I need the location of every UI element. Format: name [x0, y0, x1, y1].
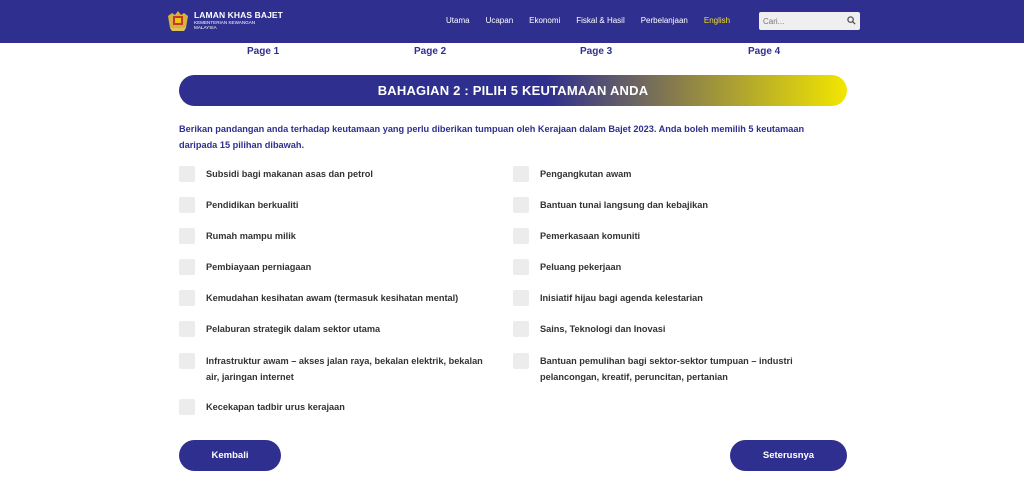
- option-bantuan-pemulihan[interactable]: [513, 354, 793, 385]
- nav-menu: [446, 16, 746, 25]
- checkbox[interactable]: [179, 228, 195, 244]
- government-crest-logo[interactable]: [166, 10, 190, 32]
- checkbox[interactable]: [513, 290, 529, 306]
- checkbox[interactable]: [513, 228, 529, 244]
- search-input[interactable]: [763, 14, 843, 28]
- option-bantuan-tunai[interactable]: [513, 198, 708, 214]
- checkbox[interactable]: [513, 166, 529, 182]
- search-box: [759, 12, 860, 30]
- option-label: Kecekapan tadbir urus kerajaan: [206, 402, 345, 412]
- option-pemerkasaan[interactable]: [513, 229, 640, 245]
- logo-title: LAMAN KHAS BAJET: [194, 10, 283, 20]
- nav-link-ucapan[interactable]: Ucapan: [485, 16, 514, 25]
- option-inisiatif-hijau[interactable]: [513, 291, 703, 307]
- intro-line-1: Berikan pandangan anda terhadap keutamaan yang perlu diberikan tumpuan oleh Kerajaan dalam Bajet 2023. Anda boleh memilih 5 keutamaan: [179, 124, 805, 134]
- option-label: Pengangkutan awam: [540, 169, 632, 179]
- intro-text: [179, 122, 847, 153]
- checkbox[interactable]: [179, 197, 195, 213]
- option-label: Pendidikan berkualiti: [206, 200, 299, 210]
- option-label: Inisiatif hijau bagi agenda kelestarian: [540, 293, 703, 303]
- option-tadbir-urus[interactable]: [179, 400, 345, 416]
- nav-link-ekonomi[interactable]: Ekonomi: [529, 16, 561, 25]
- logo-text[interactable]: [194, 11, 283, 30]
- checkbox[interactable]: [179, 321, 195, 337]
- language-switch-link[interactable]: English: [703, 16, 731, 25]
- page-tab-1[interactable]: Page 1: [247, 46, 280, 57]
- search-icon[interactable]: [847, 16, 856, 25]
- nav-link-fiskal-hasil[interactable]: Fiskal & Hasil: [576, 16, 625, 25]
- page-tab-3[interactable]: Page 3: [580, 46, 613, 57]
- option-pembiayaan[interactable]: [179, 260, 311, 276]
- top-navbar: [0, 0, 1024, 43]
- checkbox[interactable]: [513, 353, 529, 369]
- nav-link-perbelanjaan[interactable]: Perbelanjaan: [640, 16, 688, 25]
- checkbox[interactable]: [179, 353, 195, 369]
- section-title: BAHAGIAN 2 : PILIH 5 KEUTAMAAN ANDA: [377, 83, 649, 98]
- option-label: Pemerkasaan komuniti: [540, 231, 641, 241]
- option-infrastruktur[interactable]: [179, 354, 483, 385]
- option-subsidi[interactable]: [179, 167, 373, 183]
- logo-subtitle-ministry: KEMENTERIAN KEWANGAN: [194, 20, 256, 25]
- checkbox[interactable]: [179, 399, 195, 415]
- option-pendidikan[interactable]: [179, 198, 298, 214]
- option-label: Rumah mampu milik: [206, 231, 296, 241]
- page-tab-4[interactable]: Page 4: [748, 46, 781, 57]
- option-peluang-pekerjaan[interactable]: [513, 260, 621, 276]
- option-sains-teknologi[interactable]: [513, 322, 665, 338]
- checkbox[interactable]: [179, 166, 195, 182]
- checkbox[interactable]: [179, 290, 195, 306]
- checkbox[interactable]: [513, 197, 529, 213]
- option-label: Pelaburan strategik dalam sektor utama: [206, 324, 381, 334]
- option-label: Bantuan pemulihan bagi sektor-sektor tumpuan – industri pelancongan, kreatif, peruncitan, pertanian: [540, 356, 793, 382]
- checkbox[interactable]: [513, 259, 529, 275]
- logo-subtitle-country: MALAYSIA: [194, 25, 217, 30]
- option-label: Kemudahan kesihatan awam (termasuk kesihatan mental): [206, 293, 459, 303]
- option-label: Bantuan tunai langsung dan kebajikan: [540, 200, 708, 210]
- option-pelaburan[interactable]: [179, 322, 380, 338]
- nav-link-utama[interactable]: Utama: [446, 16, 470, 25]
- intro-line-2: daripada 15 pilihan dibawah.: [179, 139, 305, 150]
- section-banner: [179, 75, 847, 106]
- checkbox[interactable]: [179, 259, 195, 275]
- option-label: Infrastruktur awam – akses jalan raya, bekalan elektrik, bekalan air, jaringan internet: [206, 356, 483, 382]
- page-tab-2[interactable]: Page 2: [414, 46, 447, 57]
- checkbox[interactable]: [513, 321, 529, 337]
- option-label: Pembiayaan perniagaan: [206, 262, 312, 272]
- option-label: Sains, Teknologi dan Inovasi: [540, 324, 666, 334]
- option-pengangkutan[interactable]: [513, 167, 631, 183]
- next-button[interactable]: Seterusnya: [730, 440, 847, 471]
- option-rumah[interactable]: [179, 229, 296, 245]
- option-label: Peluang pekerjaan: [540, 262, 622, 272]
- back-button[interactable]: Kembali: [179, 440, 281, 471]
- option-kesihatan[interactable]: [179, 291, 458, 307]
- option-label: Subsidi bagi makanan asas dan petrol: [206, 169, 373, 179]
